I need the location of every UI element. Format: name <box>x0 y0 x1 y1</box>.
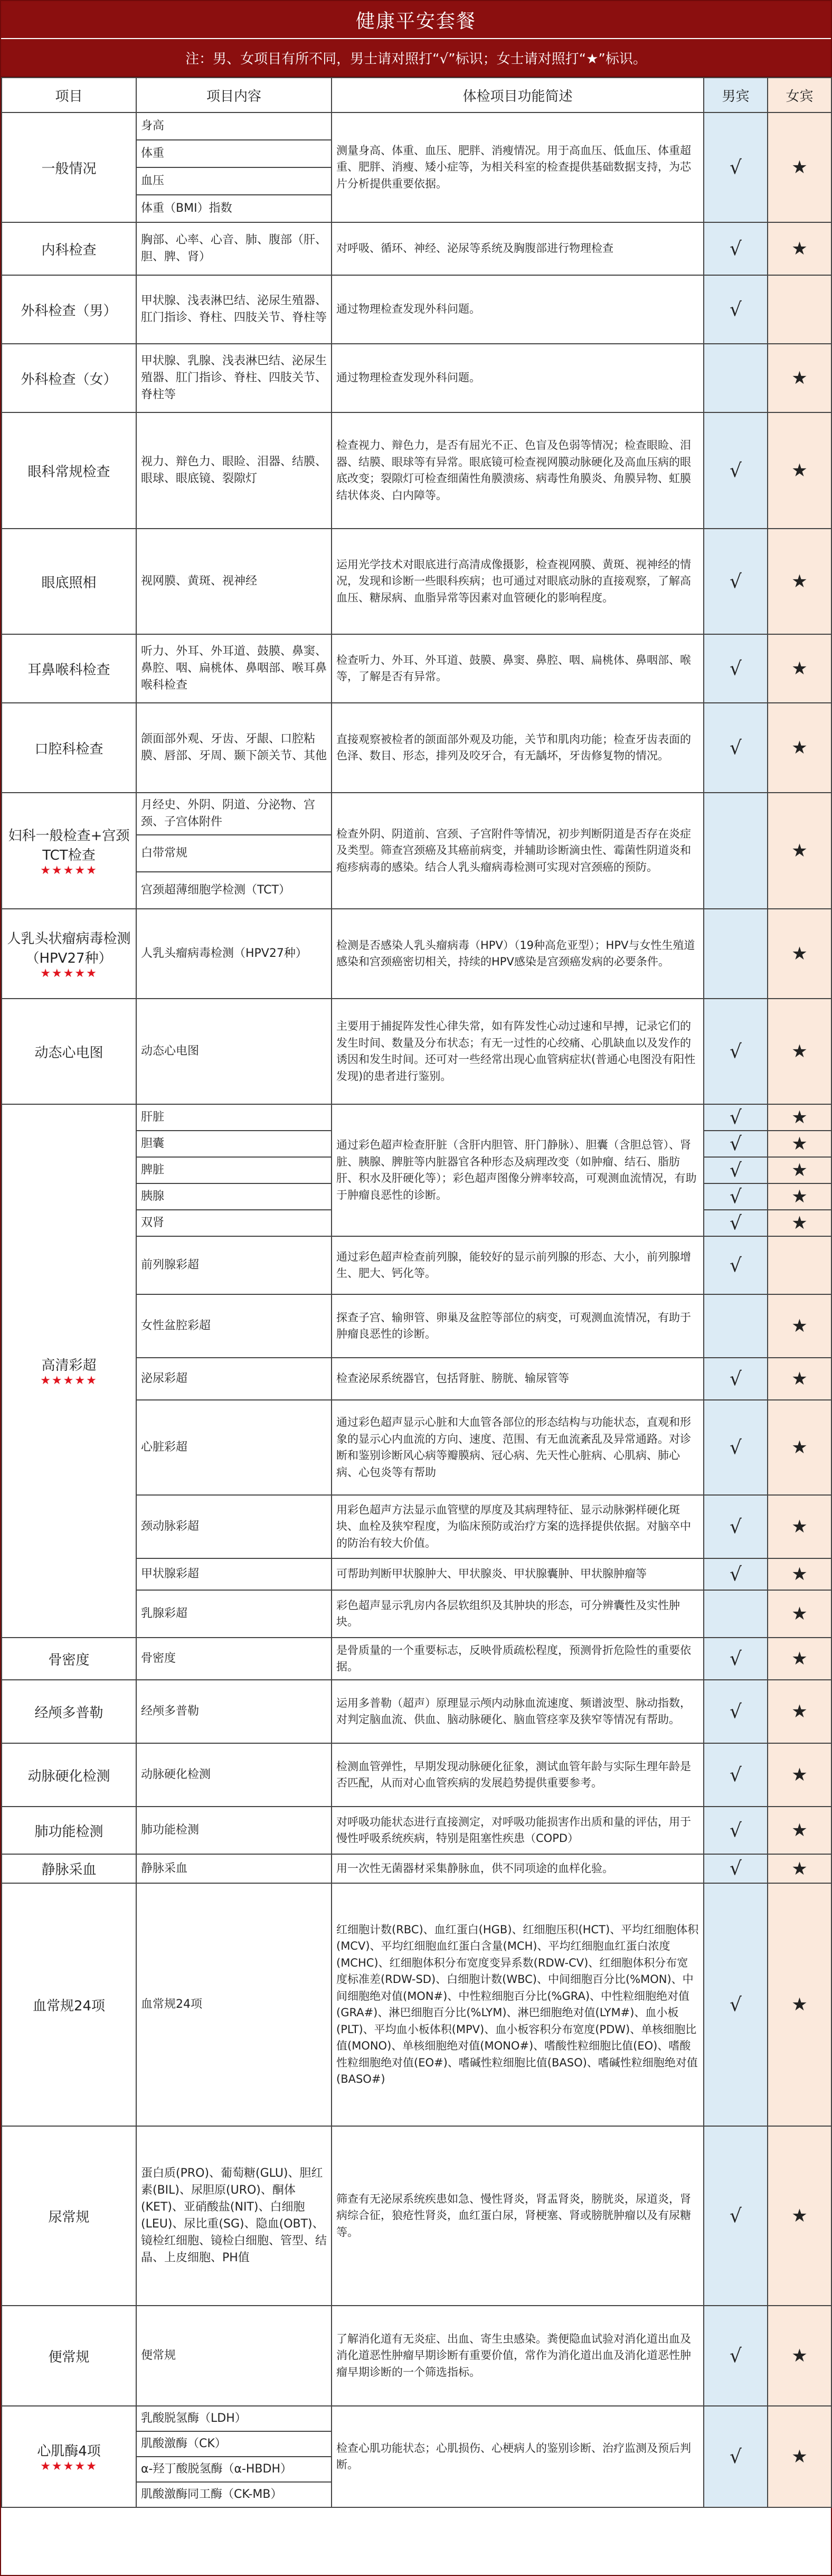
female-mark: ★ <box>768 1883 831 2126</box>
category-cell <box>2 275 136 344</box>
male-mark: √ <box>704 2306 768 2406</box>
male-mark: √ <box>704 1104 768 1131</box>
description-cell: 用一次性无菌器材采集静脉血，供不同项途的血样化验。 <box>332 1854 704 1883</box>
female-mark: ★ <box>768 412 831 529</box>
table-row <box>2 2306 831 2406</box>
category-cell <box>2 703 136 793</box>
description-cell: 是骨质量的一个重要标志，反映骨质疏松程度，预测骨折危险性的重要依据。 <box>332 1638 704 1680</box>
item-cell: 泌尿彩超 <box>136 1358 332 1400</box>
female-mark: ★ <box>768 1854 831 1883</box>
rating-stars: ★★★★★ <box>40 1374 98 1387</box>
category-label: 高清彩超 <box>41 1358 97 1374</box>
category-label: 外科检查（男） <box>21 303 117 319</box>
female-mark: ★ <box>768 2306 831 2406</box>
table-row <box>2 1680 831 1743</box>
item-cell: 胸部、心率、心音、肺、腹部（肝、胆、脾、肾） <box>136 222 332 275</box>
female-mark: ★ <box>768 1358 831 1400</box>
category-label: 血常规24项 <box>32 1998 106 2014</box>
female-mark: ★ <box>768 1157 831 1183</box>
category-label: 眼科常规检查 <box>27 464 110 480</box>
male-mark <box>704 909 768 999</box>
description-cell: 探查子宫、输卵管、卵巢及盆腔等部位的病变，可观测血流情况，有助于肿瘤良恶性的诊断。 <box>332 1294 704 1358</box>
item-cell: 肌酸激酶（CK） <box>136 2431 332 2457</box>
category-label: 静脉采血 <box>41 1862 97 1878</box>
male-mark: √ <box>704 1680 768 1743</box>
item-cell: 体重 <box>136 140 332 167</box>
male-mark: √ <box>704 1157 768 1183</box>
female-mark: ★ <box>768 1743 831 1807</box>
category-cell <box>2 1743 136 1807</box>
item-cell: 甲状腺彩超 <box>136 1558 332 1590</box>
item-cell: α-羟丁酸脱氢酶（α-HBDH） <box>136 2457 332 2482</box>
description-cell: 红细胞计数(RBC)、血红蛋白(HGB)、红细胞压积(HCT)、平均红细胞体积(MCV)、平均红细胞血红蛋白含量(MCH)、平均红细胞血红蛋白浓度(MCHC)、红细胞体积分布宽度变异系数(RDW-CV)、红细胞体积分布宽度标准差(RDW-SD)、白细胞计数(WBC)、中间细胞百分比(%MON)、中间细胞绝对值(MON#)、中性粒细胞百分比(%GRA)、中性粒细胞绝对值(GRA#)、淋巴细胞百分比(%LYM)、淋巴细胞绝对值(LYM#)、血小板(PLT)、平均血小板体积(MPV)、血小板容积分布宽度(PDW)、单核细胞比值(MONO)、单核细胞绝对值(MONO#)、嗜酸性粒细胞比值(EO)、嗜酸性粒细胞绝对值(EO#)、嗜碱性粒细胞比值(BASO)、嗜碱性粒细胞绝对值(BASO#) <box>332 1883 704 2126</box>
category-label: 动脉硬化检测 <box>27 1768 110 1784</box>
female-mark <box>768 275 831 344</box>
table-row <box>2 1104 831 1131</box>
description-cell: 通过彩色超声检查肝脏（含肝内胆管、肝门静脉）、胆囊（含胆总管）、肾脏、胰腺、脾脏等内脏器官各种形态及病理改变（如肿瘤、结石、脂肪肝、积水及肝硬化等）；彩色超声图像分辨率较高，可观测血流情况，有助于肿瘤良恶性的诊断。 <box>332 1104 704 1236</box>
category-label: 心肌酶4项 <box>37 2443 101 2459</box>
male-mark <box>704 1294 768 1358</box>
male-mark: √ <box>704 412 768 529</box>
item-cell: 双肾 <box>136 1210 332 1236</box>
description-cell: 通过物理检查发现外科问题。 <box>332 344 704 412</box>
description-cell: 检查泌尿系统器官，包括肾脏、膀胱、输尿管等 <box>332 1358 704 1400</box>
item-cell: 便常规 <box>136 2306 332 2406</box>
male-mark: √ <box>704 222 768 275</box>
item-cell: 胰腺 <box>136 1183 332 1210</box>
male-mark: √ <box>704 2406 768 2507</box>
description-cell: 筛查有无泌尿系统疾患如急、慢性肾炎，肾盂肾炎，膀胱炎，尿道炎，肾病综合征，狼疮性肾炎，血红蛋白尿，肾梗塞、肾或膀胱肿瘤以及有尿糖等。 <box>332 2126 704 2306</box>
category-label: 动态心电图 <box>34 1045 103 1061</box>
male-mark: √ <box>704 1210 768 1236</box>
female-mark: ★ <box>768 1400 831 1495</box>
category-cell <box>2 999 136 1104</box>
category-cell <box>2 1883 136 2126</box>
item-cell: 宫颈超薄细胞学检测（TCT） <box>136 872 332 909</box>
male-mark: √ <box>704 1358 768 1400</box>
female-mark: ★ <box>768 344 831 412</box>
male-mark: √ <box>704 1854 768 1883</box>
header-row <box>2 78 831 112</box>
description-cell: 通过彩色超声显示心脏和大血管各部位的形态结构与功能状态，直观和形象的显示心内血流的方向、速度、范围、有无血流紊乱及异常通路。对诊断和鉴别诊断风心病等瓣膜病、冠心病、先天性心脏病、心肌病、肺心病、心包炎等有帮助 <box>332 1400 704 1495</box>
description-cell: 运用多普勒（超声）原理显示颅内动脉血流速度、频谱波型、脉动指数，对判定脑血流、供血、脑动脉硬化、脑血管痉挛及狭窄等情况有帮助。 <box>332 1680 704 1743</box>
table-row <box>2 999 831 1104</box>
item-cell: 心脏彩超 <box>136 1400 332 1495</box>
female-mark: ★ <box>768 2406 831 2507</box>
item-cell: 胆囊 <box>136 1131 332 1157</box>
category-cell <box>2 2406 136 2507</box>
table-row <box>2 412 831 529</box>
description-cell: 检查心肌功能状态；心肌损伤、心梗病人的鉴别诊断、治疗监测及预后判断。 <box>332 2406 704 2507</box>
table-row <box>2 909 831 999</box>
item-cell: 乳酸脱氢酶（LDH） <box>136 2406 332 2431</box>
male-mark <box>704 344 768 412</box>
table-row <box>2 1743 831 1807</box>
female-mark: ★ <box>768 529 831 634</box>
header-male: 男宾 <box>704 78 768 112</box>
item-cell: 骨密度 <box>136 1638 332 1680</box>
table-body <box>2 112 831 2507</box>
header-items: 项目内容 <box>136 78 332 112</box>
item-cell: 视网膜、黄斑、视神经 <box>136 529 332 634</box>
category-label: 妇科一般检查+宫颈TCT检查 <box>8 828 130 863</box>
description-cell: 检测血管弹性，早期发现动脉硬化征象，测试血管年龄与实际生理年龄是否匹配，从而对心血管疾病的发展趋势提供重要参考。 <box>332 1743 704 1807</box>
category-label: 尿常规 <box>48 2209 90 2225</box>
item-cell: 白带常规 <box>136 835 332 872</box>
description-cell: 检查外阴、阴道前、宫颈、子宫附件等情况，初步判断阴道是否存在炎症及类型。筛查宫颈癌及其癌前病变，并辅助诊断滴虫性、霉菌性阴道炎和疱疹病毒的感染。结合人乳头瘤病毒检测可实现对宫颈癌的预防。 <box>332 793 704 909</box>
category-cell <box>2 1104 136 1638</box>
category-label: 口腔科检查 <box>34 741 103 757</box>
item-cell: 听力、外耳、外耳道、鼓膜、鼻窦、鼻腔、咽、扁桃体、鼻咽部、喉耳鼻喉科检查 <box>136 634 332 703</box>
female-mark: ★ <box>768 634 831 703</box>
item-cell: 人乳头瘤病毒检测（HPV27种） <box>136 909 332 999</box>
male-mark: √ <box>704 1495 768 1558</box>
description-cell: 运用光学技术对眼底进行高清成像摄影，检查视网膜、黄斑、视神经的情况，发现和诊断一些眼科疾病；也可通过对眼底动脉的直接观察，了解高血压、糖尿病、血脂异常等因素对血管硬化的影响程度。 <box>332 529 704 634</box>
category-label: 肺功能检测 <box>34 1823 103 1840</box>
male-mark <box>704 1590 768 1638</box>
item-cell: 女性盆腔彩超 <box>136 1294 332 1358</box>
female-mark: ★ <box>768 1638 831 1680</box>
male-mark: √ <box>704 1558 768 1590</box>
male-mark: √ <box>704 1131 768 1157</box>
category-label: 外科检查（女） <box>21 371 117 388</box>
notice-banner: 注：男、女项目有所不同，男士请对照打“√”标识；女士请对照打“★”标识。 <box>1 39 831 77</box>
female-mark: ★ <box>768 2126 831 2306</box>
category-cell <box>2 2306 136 2406</box>
male-mark: √ <box>704 1807 768 1854</box>
category-cell <box>2 1807 136 1854</box>
category-cell <box>2 1680 136 1743</box>
male-mark: √ <box>704 112 768 222</box>
female-mark: ★ <box>768 1558 831 1590</box>
item-cell: 经颅多普勒 <box>136 1680 332 1743</box>
description-cell: 直接观察被检者的颌面部外观及功能，关节和肌肉功能；检查牙齿表面的色泽、数目、形态，排列及咬牙合，有无龋坏，牙齿修复物的情况。 <box>332 703 704 793</box>
table-row <box>2 634 831 703</box>
description-cell: 彩色超声显示乳房内各层软组织及其肿块的形态，可分辨囊性及实性肿块。 <box>332 1590 704 1638</box>
table-row <box>2 703 831 793</box>
male-mark: √ <box>704 703 768 793</box>
description-cell: 检测是否感染人乳头瘤病毒（HPV）（19种高危亚型）；HPV与女性生殖道感染和宫颈癌密切相关，持续的HPV感染是宫颈癌发病的必要条件。 <box>332 909 704 999</box>
category-cell <box>2 793 136 909</box>
category-cell <box>2 222 136 275</box>
category-label: 人乳头状瘤病毒检测（HPV27种） <box>7 930 131 966</box>
table-row <box>2 222 831 275</box>
table-row <box>2 2406 831 2431</box>
category-cell <box>2 412 136 529</box>
item-cell: 颌面部外观、牙齿、牙龈、口腔粘膜、唇部、牙周、颞下颌关节、其他 <box>136 703 332 793</box>
female-mark: ★ <box>768 909 831 999</box>
table-row <box>2 1638 831 1680</box>
male-mark: √ <box>704 1743 768 1807</box>
item-cell: 视力、辩色力、眼睑、泪器、结膜、眼球、眼底镜、裂隙灯 <box>136 412 332 529</box>
male-mark: √ <box>704 275 768 344</box>
female-mark: ★ <box>768 1807 831 1854</box>
table-row <box>2 112 831 140</box>
item-cell: 甲状腺、乳腺、浅表淋巴结、泌尿生殖器、肛门指诊、脊柱、四肢关节、脊柱等 <box>136 344 332 412</box>
female-mark <box>768 1236 831 1294</box>
male-mark <box>704 793 768 909</box>
female-mark: ★ <box>768 1104 831 1131</box>
table-row <box>2 1883 831 2126</box>
item-cell: 月经史、外阴、阴道、分泌物、宫颈、子宫体附件 <box>136 793 332 835</box>
male-mark: √ <box>704 1400 768 1495</box>
female-mark: ★ <box>768 1131 831 1157</box>
male-mark: √ <box>704 529 768 634</box>
category-cell <box>2 2126 136 2306</box>
male-mark: √ <box>704 634 768 703</box>
female-mark: ★ <box>768 999 831 1104</box>
category-cell <box>2 909 136 999</box>
item-cell: 肌酸激酶同工酶（CK-MB） <box>136 2482 332 2507</box>
header-female: 女宾 <box>768 78 831 112</box>
item-cell: 脾脏 <box>136 1157 332 1183</box>
item-cell: 肝脏 <box>136 1104 332 1131</box>
male-mark: √ <box>704 999 768 1104</box>
rating-stars: ★★★★★ <box>40 863 98 877</box>
female-mark: ★ <box>768 793 831 909</box>
description-cell: 可帮助判断甲状腺肿大、甲状腺炎、甲状腺囊肿、甲状腺肿瘤等 <box>332 1558 704 1590</box>
header-desc: 体检项目功能简述 <box>332 78 704 112</box>
female-mark: ★ <box>768 1495 831 1558</box>
table-row <box>2 1807 831 1854</box>
item-cell: 颈动脉彩超 <box>136 1495 332 1558</box>
item-cell: 乳腺彩超 <box>136 1590 332 1638</box>
description-cell: 检查听力、外耳、外耳道、鼓膜、鼻窦、鼻腔、咽、扁桃体、鼻咽部、喉等，了解是否有异常。 <box>332 634 704 703</box>
table-row <box>2 344 831 412</box>
category-label: 内科检查 <box>41 242 97 258</box>
category-label: 眼底照相 <box>41 575 97 591</box>
item-cell: 静脉采血 <box>136 1854 332 1883</box>
description-cell: 对呼吸、循环、神经、泌尿等系统及胸腹部进行物理检查 <box>332 222 704 275</box>
female-mark: ★ <box>768 1590 831 1638</box>
item-cell: 血常规24项 <box>136 1883 332 2126</box>
package-table <box>1 77 832 2508</box>
item-cell: 身高 <box>136 112 332 140</box>
description-cell: 对呼吸功能状态进行直接测定，对呼吸功能损害作出质和量的评估，用于慢性呼吸系统疾病，特别是阻塞性疾患（COPD） <box>332 1807 704 1854</box>
category-label: 便常规 <box>48 2349 90 2365</box>
female-mark: ★ <box>768 112 831 222</box>
description-cell: 测量身高、体重、血压、肥胖、消瘦情况。用于高血压、低血压、体重超重、肥胖、消瘦、矮小症等，为相关科室的检查提供基础数据支持，为芯片分析提供重要依据。 <box>332 112 704 222</box>
table-row <box>2 2126 831 2306</box>
male-mark: √ <box>704 1183 768 1210</box>
female-mark: ★ <box>768 703 831 793</box>
item-cell: 甲状腺、浅表淋巴结、泌尿生殖器、肛门指诊、脊柱、四肢关节、脊柱等 <box>136 275 332 344</box>
item-cell: 体重（BMI）指数 <box>136 195 332 222</box>
category-label: 耳鼻喉科检查 <box>27 662 110 678</box>
table-row <box>2 1854 831 1883</box>
category-cell <box>2 1638 136 1680</box>
female-mark: ★ <box>768 1210 831 1236</box>
rating-stars: ★★★★★ <box>40 2460 98 2473</box>
page-title: 健康平安套餐 <box>1 1 831 39</box>
male-mark: √ <box>704 2126 768 2306</box>
category-cell <box>2 344 136 412</box>
item-cell: 蛋白质(PRO)、葡萄糖(GLU)、胆红素(BIL)、尿胆原(URO)、酮体(KET)、亚硝酸盐(NIT)、白细胞(LEU)、尿比重(SG)、隐血(OBT)、镜检红细胞、镜检白细胞、管型、结晶、上皮细胞、PH值 <box>136 2126 332 2306</box>
item-cell: 动脉硬化检测 <box>136 1743 332 1807</box>
description-cell: 检查视力、辩色力，是否有屈光不正、色盲及色弱等情况；检查眼睑、泪器、结膜、眼球等有异常。眼底镜可检查视网膜动脉硬化及高血压病的眼底改变；裂隙灯可检查细菌性角膜溃疡、病毒性角膜炎、角膜异物、虹膜结状体炎、白内障等。 <box>332 412 704 529</box>
category-cell <box>2 1854 136 1883</box>
description-cell: 通过物理检查发现外科问题。 <box>332 275 704 344</box>
male-mark: √ <box>704 1638 768 1680</box>
female-mark: ★ <box>768 1183 831 1210</box>
description-cell: 通过彩色超声检查前列腺，能较好的显示前列腺的形态、大小，前列腺增生、肥大、钙化等。 <box>332 1236 704 1294</box>
male-mark: √ <box>704 1236 768 1294</box>
item-cell: 血压 <box>136 167 332 195</box>
category-label: 一般情况 <box>41 161 97 177</box>
item-cell: 前列腺彩超 <box>136 1236 332 1294</box>
male-mark: √ <box>704 1883 768 2126</box>
category-cell <box>2 634 136 703</box>
female-mark: ★ <box>768 1680 831 1743</box>
description-cell: 主要用于捕捉阵发性心律失常，如有阵发性心动过速和早搏，记录它们的发生时间、数量及分布状态；有无一过性的心绞痛、心肌缺血以及发作的诱因和发生时间。还可对一些经常出现心血管病症状(普通心电图没有阳性发现)的患者进行鉴别。 <box>332 999 704 1104</box>
item-cell: 动态心电图 <box>136 999 332 1104</box>
female-mark: ★ <box>768 222 831 275</box>
category-label: 骨密度 <box>48 1652 90 1668</box>
category-cell <box>2 112 136 222</box>
table-row <box>2 529 831 634</box>
header-category: 项目 <box>2 78 136 112</box>
category-cell <box>2 529 136 634</box>
description-cell: 了解消化道有无炎症、出血、寄生虫感染。粪便隐血试验对消化道出血及消化道恶性肿瘤早期诊断有重要价值，常作为消化道出血及消化道恶性肿瘤早期诊断的一个筛选指标。 <box>332 2306 704 2406</box>
rating-stars: ★★★★★ <box>40 966 98 980</box>
table-row <box>2 275 831 344</box>
description-cell: 用彩色超声方法显示血管壁的厚度及其病理特征、显示动脉粥样硬化斑块、血栓及狭窄程度，为临床预防或治疗方案的选择提供依据。对脑卒中的防治有较大价值。 <box>332 1495 704 1558</box>
category-label: 经颅多普勒 <box>34 1705 103 1721</box>
item-cell: 肺功能检测 <box>136 1807 332 1854</box>
table-row <box>2 793 831 835</box>
female-mark: ★ <box>768 1294 831 1358</box>
